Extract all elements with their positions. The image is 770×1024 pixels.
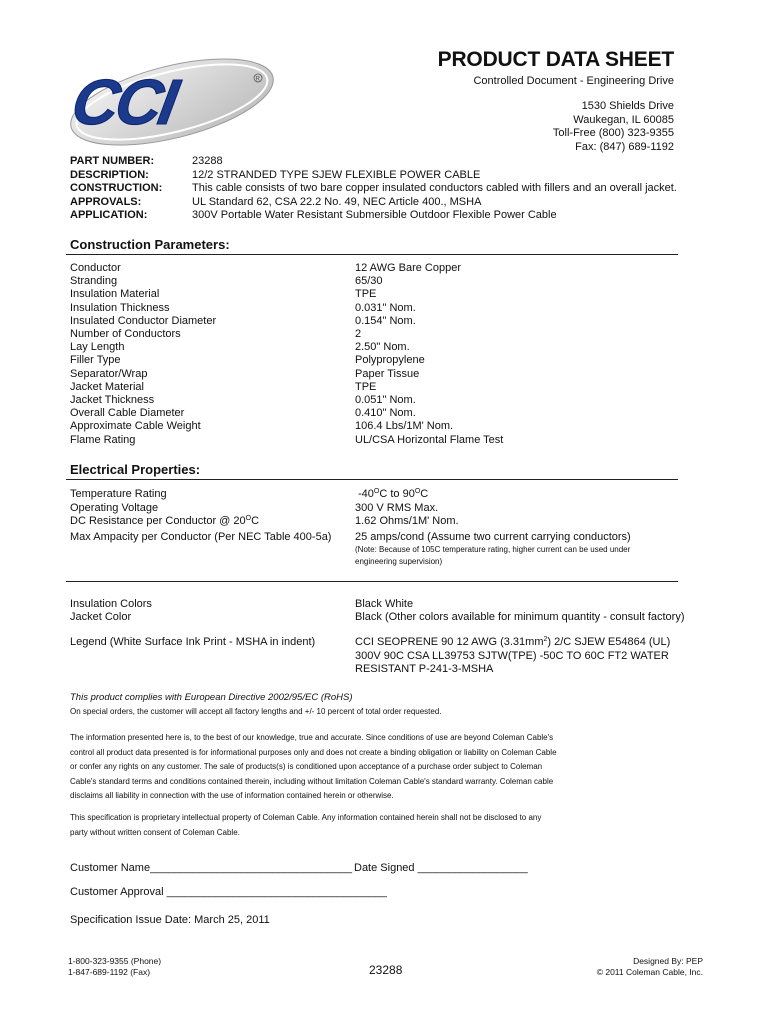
field-label: APPROVALS: bbox=[70, 195, 142, 208]
param-label: Operating Voltage bbox=[70, 502, 159, 514]
temperature-row bbox=[70, 488, 690, 502]
jacket-color-row bbox=[70, 611, 690, 624]
field-value: 300V Portable Water Resistant Submersible Outdoor Flexible Power Cable bbox=[192, 209, 557, 221]
parameter-row bbox=[70, 288, 690, 301]
parameter-row bbox=[70, 407, 690, 420]
param-value: Black White bbox=[355, 598, 414, 610]
footer-contact bbox=[68, 956, 161, 978]
param-value: $-40^OC$ to $90^OC$ bbox=[358, 488, 429, 500]
logo-text: CCI bbox=[66, 66, 181, 138]
section-divider bbox=[66, 479, 678, 480]
parameter-row bbox=[70, 394, 690, 407]
param-label: Legend (White Surface Ink Print - MSHA in indent) bbox=[70, 636, 316, 649]
param-label: Number of Conductors bbox=[70, 328, 181, 341]
dc-resistance-row bbox=[70, 515, 690, 531]
section-divider bbox=[66, 581, 678, 582]
param-value: 1.62 Ohms/1M' Nom. bbox=[355, 515, 459, 528]
parameter-row bbox=[70, 275, 690, 288]
param-value: 106.4 Lbs/1M' Nom. bbox=[355, 420, 454, 433]
logo-graphic bbox=[66, 52, 282, 148]
customer-name-field[interactable]: Customer Name_________________________________ bbox=[70, 862, 352, 874]
param-value: Polypropylene bbox=[355, 354, 425, 367]
param-value: 0.031" Nom. bbox=[355, 301, 416, 314]
application-row bbox=[70, 209, 677, 223]
footer-phone: 1-800-323-9355 (Phone) bbox=[68, 956, 162, 966]
param-value: UL/CSA Horizontal Flame Test bbox=[355, 433, 504, 446]
svg-text:R: R bbox=[255, 76, 260, 83]
date-signed-field[interactable]: Date Signed __________________ bbox=[354, 862, 528, 874]
document-title: PRODUCT DATA SHEET bbox=[437, 48, 674, 71]
address-line: Toll-Free (800) 323-9355 bbox=[552, 127, 674, 139]
param-value: CCI SEOPRENE 90 12 AWG $(3.31mm^2)$ 2/C SJEW E54864 (UL) 300V 90C CSA LL39753 SJTW(TPE) -50C TO 60C FT2 WATER RESISTANT P-241-3-MSHA bbox=[355, 636, 671, 675]
customer-approval-field[interactable]: Customer Approval ____________________________________ bbox=[70, 886, 387, 898]
address-line: Fax: (847) 689-1192 bbox=[575, 140, 674, 153]
company-address bbox=[553, 100, 674, 154]
color-table bbox=[70, 598, 690, 676]
parameter-row bbox=[70, 368, 690, 381]
footer-fax: 1-847-689-1192 (Fax) bbox=[68, 967, 151, 977]
param-value: Paper Tissue bbox=[355, 367, 420, 380]
param-value: 25 amps/cond (Assume two current carrying conductors) bbox=[355, 531, 631, 544]
designed-by: Designed By: PEP bbox=[633, 956, 703, 966]
param-value: 300 V RMS Max. bbox=[355, 502, 439, 514]
param-value: 12 AWG Bare Copper bbox=[355, 262, 461, 274]
param-label: Insulation Thickness bbox=[70, 301, 170, 314]
param-value: TPE bbox=[355, 288, 377, 301]
part-info bbox=[70, 155, 677, 223]
parameter-row bbox=[70, 341, 690, 354]
field-value: 12/2 STRANDED TYPE SJEW FLEXIBLE POWER CABLE bbox=[192, 168, 481, 181]
parameter-row bbox=[70, 434, 690, 447]
voltage-row bbox=[70, 502, 690, 515]
copyright: © 2011 Coleman Cable, Inc. bbox=[596, 967, 703, 977]
parameter-row bbox=[70, 328, 690, 341]
param-label: Stranding bbox=[70, 275, 118, 288]
param-label: Flame Rating bbox=[70, 433, 136, 446]
param-label: DC Resistance per Conductor @ $20^OC$ bbox=[70, 515, 260, 528]
field-value: 23288 bbox=[192, 155, 223, 167]
parameter-row bbox=[70, 302, 690, 315]
proprietary-text: This specification is proprietary intellectual property of Coleman Cable. Any information contained herein shall not be disclosed to any party without written consent of Coleman Cable. bbox=[70, 813, 542, 837]
field-label: PART NUMBER: bbox=[70, 155, 155, 167]
issue-date: Specification Issue Date: March 25, 2011 bbox=[70, 914, 270, 926]
param-label: Filler Type bbox=[70, 354, 121, 367]
param-label: Max Ampacity per Conductor (Per NEC Table 400-5a) bbox=[70, 531, 332, 544]
ampacity-row bbox=[70, 531, 690, 544]
param-label: Insulation Colors bbox=[70, 598, 152, 610]
param-label: Jacket Thickness bbox=[70, 394, 155, 407]
param-value: 2 bbox=[355, 328, 362, 341]
field-value: UL Standard 62, CSA 22.2 No. 49, NEC Article 400., MSHA bbox=[192, 195, 482, 208]
legend-row bbox=[70, 636, 690, 676]
construction-row bbox=[70, 182, 677, 196]
param-label: Lay Length bbox=[70, 341, 125, 354]
cci-logo bbox=[66, 52, 282, 148]
electrical-section-title: Electrical Properties: bbox=[70, 462, 201, 477]
construction-section-title: Construction Parameters: bbox=[70, 237, 230, 252]
parameter-row bbox=[70, 381, 690, 394]
parameter-row bbox=[70, 420, 690, 433]
parameter-row bbox=[70, 315, 690, 328]
document-subtitle: Controlled Document - Engineering Drive bbox=[473, 75, 674, 87]
param-value: Black (Other colors available for minimum quantity - consult factory) bbox=[355, 611, 685, 624]
parameter-row bbox=[70, 354, 690, 367]
rohs-statement: This product complies with European Directive 2002/95/EC (RoHS) bbox=[70, 692, 353, 703]
param-value: 65/30 bbox=[355, 275, 383, 288]
field-label: APPLICATION: bbox=[70, 209, 148, 221]
param-label: Conductor bbox=[70, 262, 121, 274]
param-label: Overall Cable Diameter bbox=[70, 407, 185, 420]
section-divider bbox=[66, 254, 678, 255]
special-order-note: On special orders, the customer will accept all factory lengths and +/- 10 percent of total order requested. bbox=[70, 707, 442, 716]
param-label: Approximate Cable Weight bbox=[70, 420, 201, 433]
footer-credits bbox=[597, 956, 703, 978]
param-label: Insulation Material bbox=[70, 288, 160, 301]
field-value: This cable consists of two bare copper insulated conductors cabled with fillers and an overall jacket. bbox=[192, 182, 677, 194]
part-number-row bbox=[70, 155, 677, 169]
param-value: 0.410" Nom. bbox=[355, 407, 416, 420]
disclaimer-text: The information presented here is, to the best of our knowledge, true and accurate. Since conditions of use are beyond Coleman Cable's control all product data presented is for informational purposes only and does not create a binding obligation or liability on Coleman Cable or confer any rights on any customer. The sale of products(s) is conditioned upon acceptance of a purchase order subject to Coleman Cable's standard terms and conditions contained therein, including without limitation Coleman Cable's standard warranty. Coleman cable disclaims all liability in connection with the use of information contained herein or otherwise. bbox=[70, 733, 557, 800]
field-label: CONSTRUCTION: bbox=[70, 182, 163, 194]
param-value: TPE bbox=[355, 380, 377, 393]
field-label: DESCRIPTION: bbox=[70, 168, 149, 181]
approvals-row bbox=[70, 196, 677, 210]
address-line: Waukegan, IL 60085 bbox=[573, 113, 674, 126]
param-value: 0.051" Nom. bbox=[355, 394, 416, 407]
address-line: 1530 Shields Drive bbox=[581, 100, 674, 112]
ampacity-note bbox=[70, 544, 690, 568]
param-label: Jacket Material bbox=[70, 380, 144, 393]
insulation-color-row bbox=[70, 598, 690, 611]
construction-table bbox=[70, 262, 690, 447]
param-label: Separator/Wrap bbox=[70, 367, 148, 380]
param-value: 0.154" Nom. bbox=[355, 314, 416, 327]
electrical-table bbox=[70, 488, 690, 568]
description-row bbox=[70, 169, 677, 183]
param-label: Insulated Conductor Diameter bbox=[70, 314, 217, 327]
param-value: 2.50" Nom. bbox=[355, 341, 410, 354]
param-label: Jacket Color bbox=[70, 611, 132, 624]
footer-part-number: 23288 bbox=[369, 963, 403, 977]
parameter-row bbox=[70, 262, 690, 275]
param-label: Temperature Rating bbox=[70, 488, 167, 500]
note-text: (Note: Because of 105C temperature rating, higher current can be used under engineering supervision) bbox=[355, 545, 631, 567]
